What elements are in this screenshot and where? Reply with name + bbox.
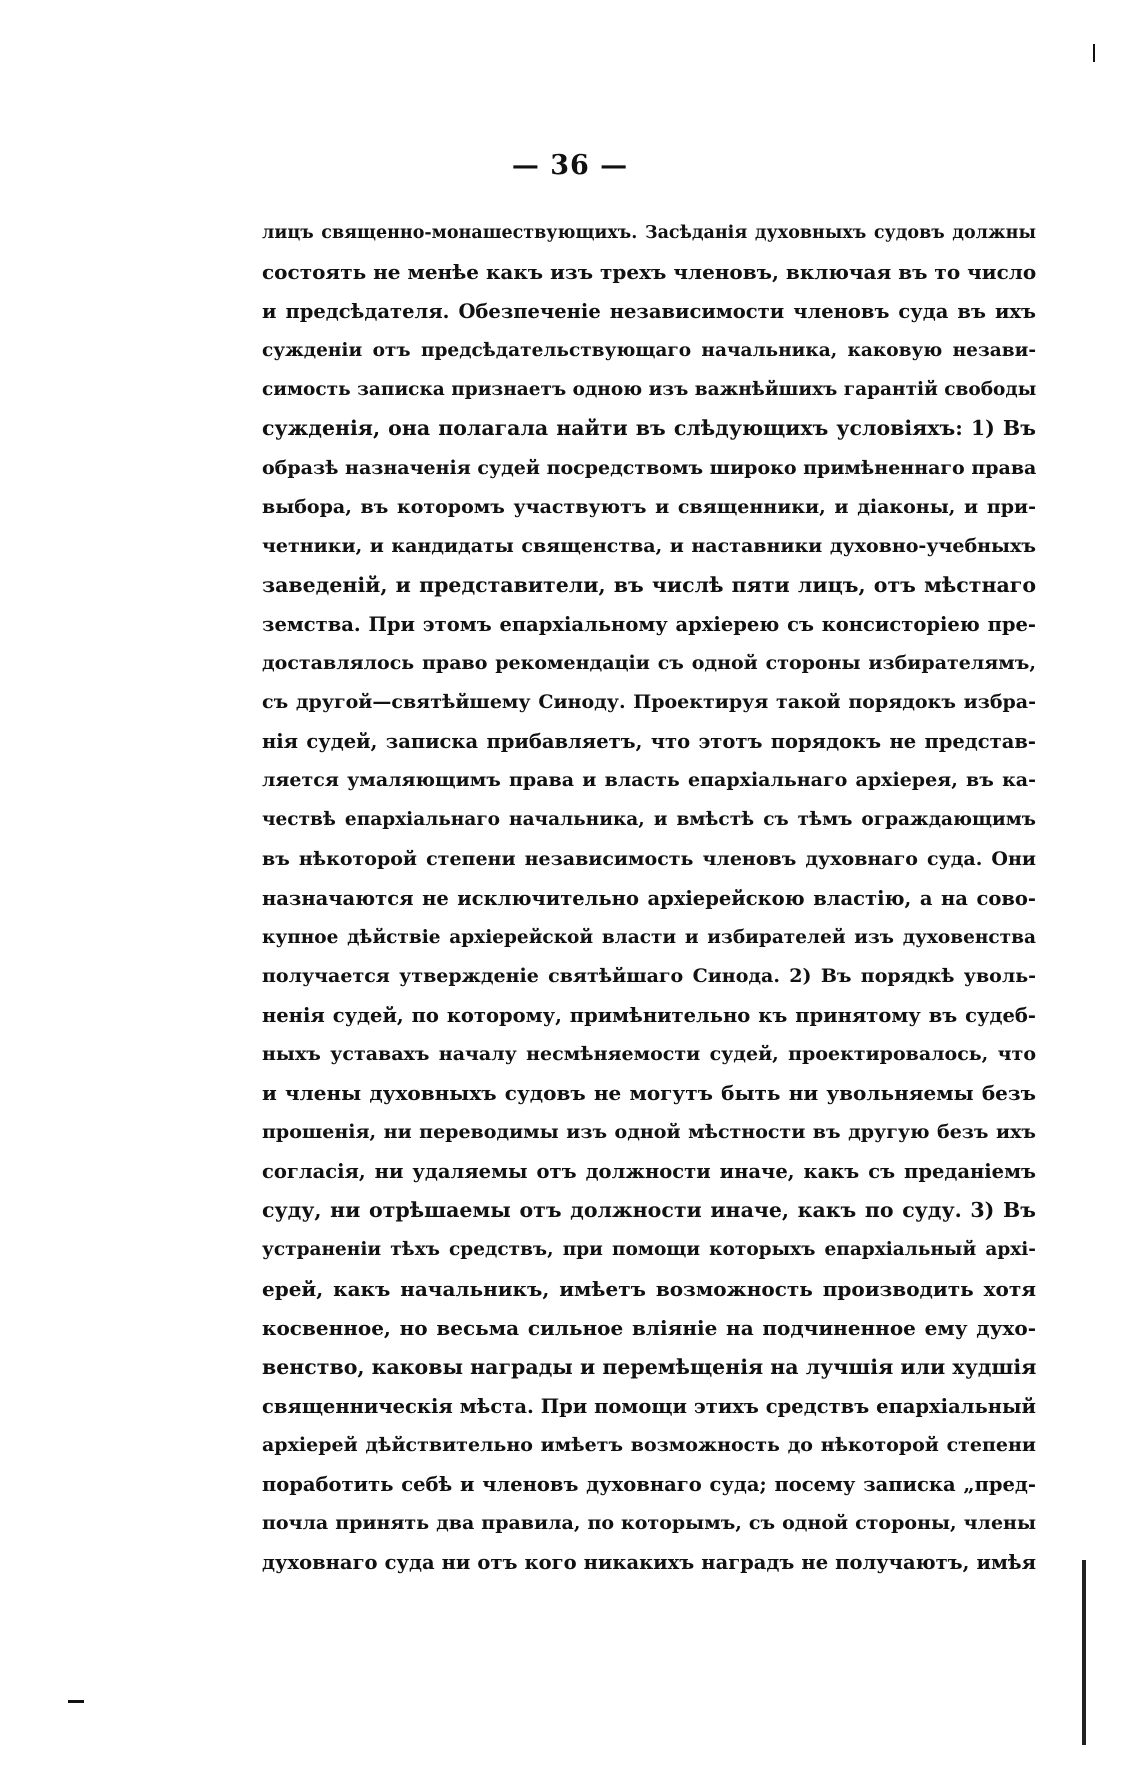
text-line: почла принять два правила, по которымъ, съ одной стороны, члены: [262, 1512, 1036, 1535]
body-text: [262, 214, 1036, 1582]
text-line: въ нѣкоторой степени независимость членовъ духовнаго суда. Они: [262, 847, 1036, 870]
text-line: духовнаго суда ни отъ кого никакихъ наградъ не получаютъ, имѣя: [262, 1551, 1036, 1575]
scan-edge-mark-top: [1093, 44, 1095, 62]
text-line: суду, ни отрѣшаемы отъ должности иначе, какъ по суду. 3) Въ: [262, 1198, 1036, 1223]
text-line: состоять не менѣе какъ изъ трехъ членовъ, включая въ то число: [262, 260, 1036, 285]
text-line: архіерей дѣйствительно имѣетъ возможность до нѣкоторой степени: [262, 1433, 1036, 1456]
text-line: прошенія, ни переводимы изъ одной мѣстности въ другую безъ ихъ: [262, 1121, 1036, 1144]
text-line: нія судей, записка прибавляетъ, что этотъ порядокъ не представ-: [262, 730, 1036, 754]
scan-edge-mark-right: [1082, 1560, 1086, 1745]
text-line: ненія судей, по которому, примѣнительно къ принятому въ судеб-: [262, 1003, 1036, 1027]
text-line: и члены духовныхъ судовъ не могутъ быть ни увольняемы безъ: [262, 1081, 1036, 1106]
text-line: четники, и кандидаты священства, и наставники духовно-учебныхъ: [262, 534, 1036, 557]
text-line: устраненіи тѣхъ средствъ, при помощи которыхъ епархіальный архі-: [262, 1239, 1036, 1261]
scan-edge-mark-left: [68, 1700, 84, 1703]
text-line: заведеній, и представители, въ числѣ пяти лицъ, отъ мѣстнаго: [262, 572, 1036, 597]
text-line: земства. При этомъ епархіальному архіерею съ консисторіею пре-: [262, 612, 1036, 636]
text-line: выбора, въ которомъ участвуютъ и священники, и діаконы, и при-: [262, 495, 1036, 518]
text-line: назначаются не исключительно архіерейскою властію, а на сово-: [262, 886, 1036, 910]
text-line: ляется умаляющимъ права и власть епархіальнаго архіерея, въ ка-: [262, 769, 1036, 792]
text-line: лицъ священно-монашествующихъ. Засѣданія духовныхъ судовъ должны: [262, 223, 1036, 243]
text-line: купное дѣйствіе архіерейской власти и избирателей изъ духовенства: [262, 926, 1036, 948]
text-line: сужденіи отъ предсѣдательствующаго начальника, каковую незави-: [262, 340, 1036, 362]
text-line: венство, каковы награды и перемѣщенія на лучшія или худшія: [262, 1354, 1036, 1379]
text-line: съ другой—святѣйшему Синоду. Проектируя такой порядокъ избра-: [262, 691, 1036, 714]
text-line: согласія, ни удаляемы отъ должности иначе, какъ съ преданіемъ: [262, 1160, 1036, 1184]
text-line: чествѣ епархіальнаго начальника, и вмѣстѣ съ тѣмъ ограждающимъ: [262, 809, 1036, 831]
text-line: образѣ назначенія судей посредствомъ широко примѣненнаго права: [262, 456, 1036, 479]
text-line: получается утвержденіе святѣйшаго Синода. 2) Въ порядкѣ уволь-: [262, 964, 1036, 987]
text-line: сужденія, она полагала найти въ слѣдующихъ условіяхъ: 1) Въ: [262, 416, 1036, 441]
text-line: и предсѣдателя. Обезпеченіе независимости членовъ суда въ ихъ: [262, 300, 1036, 324]
text-line: доставлялось право рекомендаціи съ одной стороны избирателямъ,: [262, 652, 1036, 675]
text-line: косвенное, но весьма сильное вліяніе на подчиненное ему духо-: [262, 1315, 1036, 1340]
page-number: — 36 —: [511, 150, 629, 181]
text-line: ныхъ уставахъ началу несмѣняемости судей, проектировалось, что: [262, 1042, 1036, 1065]
text-line: ерей, какъ начальникъ, имѣетъ возможность производить хотя: [262, 1276, 1036, 1301]
text-line: симость записка признаетъ одною изъ важнѣйшихъ гарантій свободы: [262, 379, 1036, 401]
text-line: поработить себѣ и членовъ духовнаго суда; посему записка „пред-: [262, 1473, 1036, 1496]
text-line: священническія мѣста. При помощи этихъ средствъ епархіальный: [262, 1394, 1036, 1418]
